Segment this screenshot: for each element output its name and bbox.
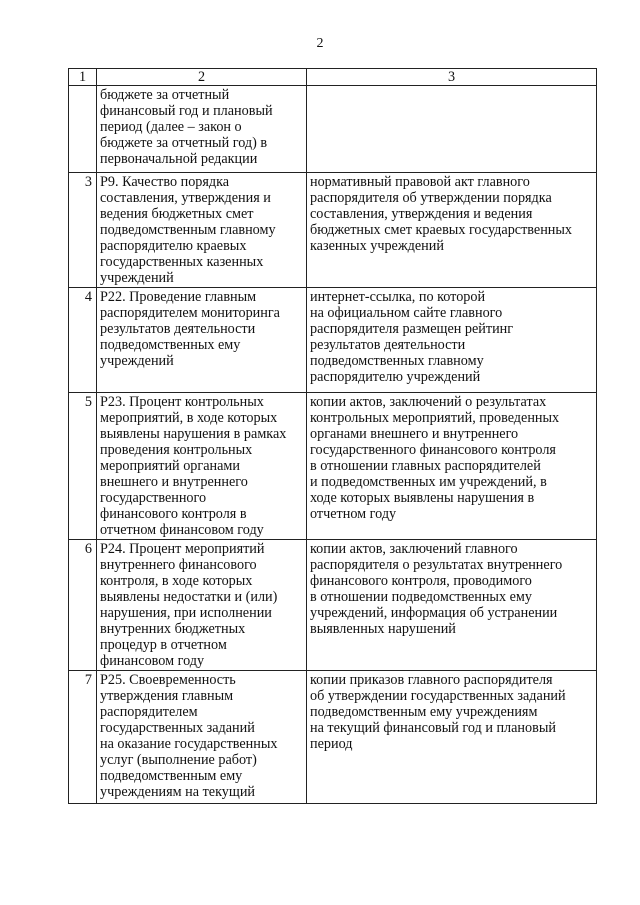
indicator-cell xyxy=(97,288,307,393)
indicator-cell xyxy=(97,671,307,804)
source-text: интернет-ссылка, по которой на официальном сайте главного распорядителя размещен рейтинг результатов деятельности подведомственных главному распорядителю учреждений xyxy=(310,289,514,385)
page-number: 2 xyxy=(316,36,324,51)
table-row xyxy=(69,393,597,540)
source-text: копии актов, заключений о результатах контрольных мероприятий, проведенных органами внешнего и внутреннего государственного финансового контроля в отношении главных распорядителей и подведомственных им учреждений, в ходе которых выявлены нарушения в отчетном году xyxy=(310,394,560,522)
table-row xyxy=(69,288,597,393)
source-cell xyxy=(307,671,597,804)
table-row xyxy=(69,540,597,671)
row-number: 4 xyxy=(69,288,97,393)
indicator-text: бюджете за отчетный финансовый год и плановый период (далее – закон о бюджете за отчетный год) в первоначальной редакции xyxy=(100,87,273,167)
indicator-text: Р23. Процент контрольных мероприятий, в ходе которых выявлены нарушения в рамках проведения контрольных мероприятий органами внешнего и внутреннего государственного финансового контроля в отчетном финансовом году xyxy=(100,394,287,538)
row-number: 6 xyxy=(69,540,97,671)
source-cell xyxy=(307,393,597,540)
source-text: копии актов, заключений главного распорядителя о результатах внутреннего финансового контроля, проводимого в отношении подведомственных ему учреждений, информация об устранении выявленных нарушений xyxy=(310,541,563,637)
indicator-text: Р9. Качество порядка составления, утверждения и ведения бюджетных смет подведомственным главному распорядителю краевых государственных казенных учреждений xyxy=(100,174,276,286)
column-header-1: 1 xyxy=(69,69,97,86)
source-text: нормативный правовой акт главного распорядителя об утверждении порядка составления, утверждения и ведения бюджетных смет краевых государственных казенных учреждений xyxy=(310,174,573,254)
column-header-3: 3 xyxy=(307,69,597,86)
source-cell xyxy=(307,540,597,671)
table-row xyxy=(69,173,597,288)
source-cell xyxy=(307,173,597,288)
indicator-cell xyxy=(97,86,307,173)
criteria-table xyxy=(68,68,597,804)
row-number: 5 xyxy=(69,393,97,540)
source-cell xyxy=(307,86,597,173)
indicator-text: Р22. Проведение главным распорядителем мониторинга результатов деятельности подведомственных ему учреждений xyxy=(100,289,280,369)
indicator-cell xyxy=(97,540,307,671)
source-cell xyxy=(307,288,597,393)
indicator-text: Р24. Процент мероприятий внутреннего финансового контроля, в ходе которых выявлены недостатки и (или) нарушения, при исполнении внутренних бюджетных процедур в отчетном финансовом году xyxy=(100,541,278,669)
indicator-text: Р25. Своевременность утверждения главным распорядителем государственных заданий на оказание государственных услуг (выполнение работ) подведомственным ему учреждениям на текущий xyxy=(100,672,278,800)
table-row xyxy=(69,86,597,173)
table-header-row xyxy=(69,69,597,86)
row-number xyxy=(69,86,97,173)
column-header-2: 2 xyxy=(97,69,307,86)
indicator-cell xyxy=(97,393,307,540)
row-number: 3 xyxy=(69,173,97,288)
row-number: 7 xyxy=(69,671,97,804)
source-text: копии приказов главного распорядителя об утверждении государственных заданий подведомственным ему учреждениям на текущий финансовый год и плановый период xyxy=(310,672,566,752)
indicator-cell xyxy=(97,173,307,288)
table-row xyxy=(69,671,597,804)
